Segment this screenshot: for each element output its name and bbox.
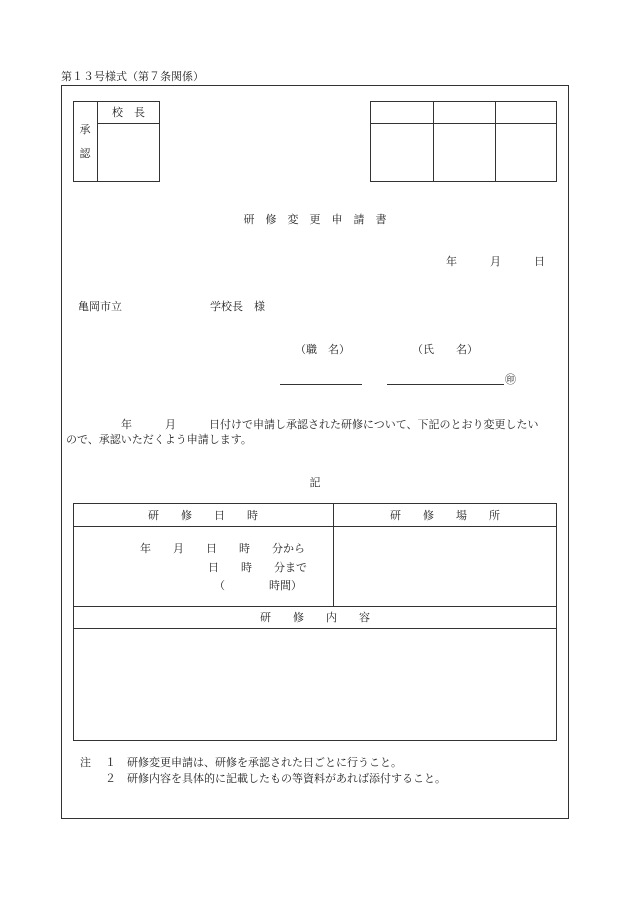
addressee: 亀岡市立 学校長 様 (78, 300, 265, 313)
datetime-line-3: （ 時間） (214, 579, 302, 592)
note-2-text: 研修内容を具体的に記載したもの等資料があれば添付すること。 (127, 772, 446, 785)
approval-label: 承 認 (79, 123, 91, 160)
principal-seal-field[interactable] (98, 124, 159, 181)
position-label: （職 名） (295, 343, 350, 356)
stamp-divider-2 (495, 101, 496, 182)
content-header: 研 修 内 容 (260, 611, 370, 624)
note-1-text: 研修変更申請は、研修を承認された日ごとに行うこと。 (127, 756, 402, 769)
place-field[interactable] (334, 527, 556, 605)
note-2-number: ２ (105, 772, 116, 785)
name-label: （氏 名） (412, 343, 478, 356)
notes-prefix: 注 (80, 756, 91, 769)
document-title: 研 修 変 更 申 請 書 (243, 213, 387, 226)
ki-heading: 記 (309, 476, 321, 489)
stamp-divider-1 (433, 101, 434, 182)
name-input-line[interactable] (387, 384, 504, 385)
stamp-box (370, 101, 557, 182)
principal-label: 校 長 (112, 106, 145, 119)
datetime-line-2: 日 時 分まで (208, 561, 307, 574)
stamp-header-line (370, 123, 557, 124)
place-header: 研 修 場 所 (390, 509, 500, 522)
note-1-number: １ (105, 756, 116, 769)
datetime-line-1: 年 月 日 時 分から (140, 542, 305, 555)
body-text-line-1: 年 月 日付けで申請し承認された研修について、下記のとおり変更したい (66, 418, 539, 431)
position-input-line[interactable] (280, 384, 362, 385)
content-field[interactable] (74, 629, 556, 740)
datetime-header: 研 修 日 時 (148, 509, 258, 522)
seal-mark: ㊞ (505, 373, 516, 386)
table-mid-line (73, 606, 557, 607)
body-text-line-2: ので、承認いただくよう申請します。 (66, 433, 252, 446)
date-line: 年 月 日 (446, 255, 545, 268)
form-number: 第１３号様式（第７条関係） (61, 70, 204, 83)
